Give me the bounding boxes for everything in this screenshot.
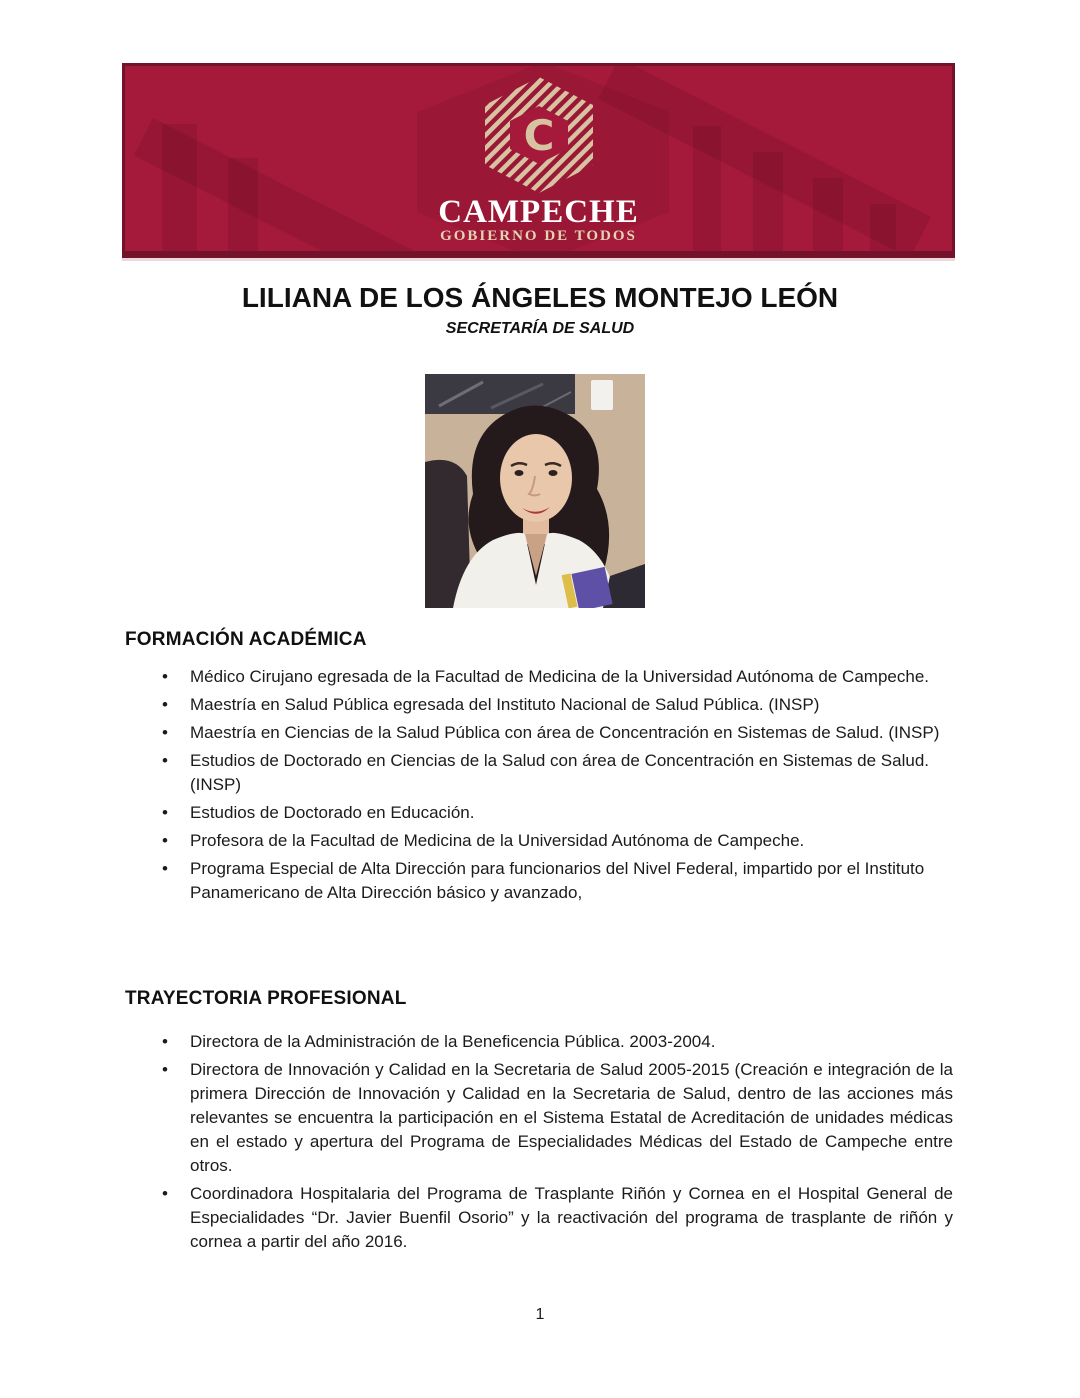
list-item: • Coordinadora Hospitalaria del Programa de Trasplante Riñón y Cornea en el Hospital General de Especialidades “Dr. Javier Buenfil Osorio” y la reactivación del programa de trasplante de riñón y cornea a partir del año 2016. bbox=[125, 1182, 953, 1254]
trayectoria-profesional-list bbox=[125, 1030, 953, 1258]
list-item: • Médico Cirujano egresada de la Facultad de Medicina de la Universidad Autónoma de Campeche. bbox=[125, 665, 953, 689]
formacion-academica-list bbox=[125, 665, 953, 909]
section-heading-trayectoria-profesional: TRAYECTORIA PROFESIONAL bbox=[125, 988, 407, 1009]
list-item: • Maestría en Ciencias de la Salud Pública con área de Concentración en Sistemas de Salud. (INSP) bbox=[125, 721, 953, 745]
section-heading-formacion-academica: FORMACIÓN ACADÉMICA bbox=[125, 629, 367, 650]
list-item: • Directora de la Administración de la Beneficencia Pública. 2003-2004. bbox=[125, 1030, 953, 1054]
government-banner bbox=[122, 63, 955, 258]
list-item: • Directora de Innovación y Calidad en la Secretaria de Salud 2005-2015 (Creación e integración de la primera Dirección de Innovación y Calidad en la Secretaria de Salud, dentro de las acciones más relevantes se encuentra la participación en el Sistema Estatal de Acreditación de unidades médicas en el estado y apertura del Programa de Especialidades Médicas del Estado de Campeche entre otros. bbox=[125, 1058, 953, 1178]
brand-wordmark: CAMPECHE bbox=[438, 194, 639, 230]
brand-tagline: GOBIERNO DE TODOS bbox=[440, 228, 637, 244]
page-number: 1 bbox=[535, 1306, 545, 1323]
list-item: • Maestría en Salud Pública egresada del Instituto Nacional de Salud Pública. (INSP) bbox=[125, 693, 953, 717]
portrait-illustration bbox=[425, 374, 645, 608]
list-item: • Estudios de Doctorado en Ciencias de la Salud con área de Concentración en Sistemas de Salud. (INSP) bbox=[125, 749, 953, 797]
profile-photo bbox=[425, 374, 645, 608]
person-role-subtitle: SECRETARÍA DE SALUD bbox=[445, 320, 635, 337]
list-item: • Estudios de Doctorado en Educación. bbox=[125, 801, 953, 825]
svg-text:C: C bbox=[523, 111, 554, 160]
person-name-title: LILIANA DE LOS ÁNGELES MONTEJO LEÓN bbox=[241, 282, 839, 313]
campeche-hexagon-monogram-icon bbox=[478, 76, 600, 194]
list-item: • Programa Especial de Alta Dirección para funcionarios del Nivel Federal, impartido por el Instituto Panamericano de Alta Dirección básico y avanzado, bbox=[125, 857, 953, 905]
list-item: • Profesora de la Facultad de Medicina de la Universidad Autónoma de Campeche. bbox=[125, 829, 953, 853]
